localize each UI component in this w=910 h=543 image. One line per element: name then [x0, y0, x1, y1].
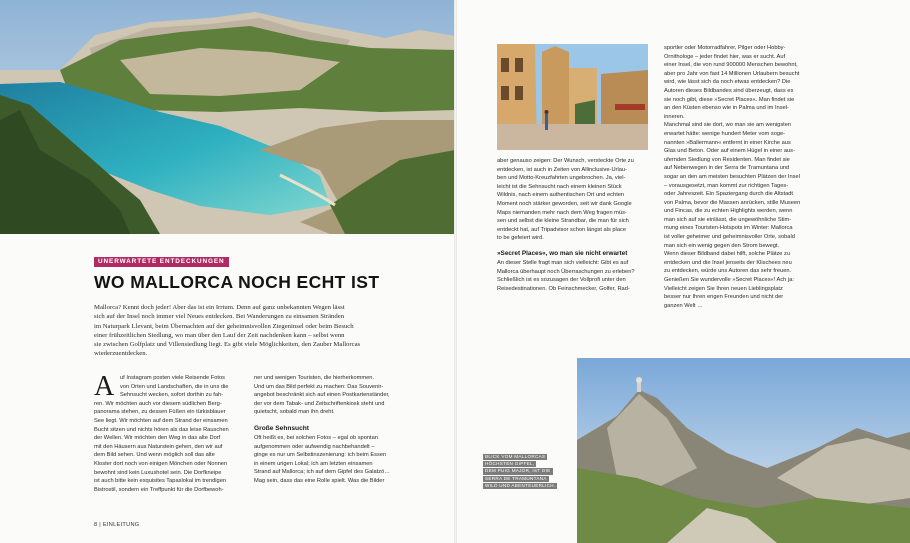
body-line: Schließlich ist es sozusagen der Vollprofi unter den [497, 277, 626, 284]
body-line: An dieser Stelle fragt man sich vielleicht: Gibt es auf [497, 259, 629, 266]
body-line: Oft heißt es, bei solchen Fotos – egal ob spontan [254, 434, 378, 441]
body-line: to be gefeiert wird. [497, 235, 544, 242]
body-line: ren. Wir möchten auch vor diesem südlichen Berg- [94, 400, 222, 407]
body-line: erwartet hätte: wenige hundert Meter vom soge- [664, 130, 786, 137]
body-line: Maps niemanden mehr nach dem Weg fragen müs- [497, 209, 627, 216]
page-title: WO MALLORCA NOCH ECHT IST [94, 272, 380, 292]
body-line: der Wellen. Wir möchten den Weg in das alte Dorf [94, 435, 221, 442]
body-line: – vorausgesetzt, man kommt zur richtigen Tages- [664, 182, 789, 189]
body-line: panorama stehen, zu dessen Füßen ein türkisblauer [94, 409, 226, 416]
caption-line: WILD UND ABENTEUERLICH. [485, 482, 556, 488]
caption-line: BLICK VOM MALLORCAS [485, 454, 546, 459]
caption-line: HÖCHSTEN GIPFEL, [485, 461, 535, 467]
body-line: ist auch bitte kein exquisites Tapaslokal im trendigen [94, 478, 227, 485]
body-line: aber pro Jahr von fast 14 Millionen Urlaubern besucht [664, 70, 800, 77]
village-photo [497, 44, 648, 150]
body-line: Kloster dort noch von einigen Mönchen oder Nonnen [94, 460, 228, 467]
text-column-2 [254, 374, 404, 486]
body-line: ist voller geheimer und geheimnisvoller Orte, sobald [664, 234, 795, 241]
intro-line: sich auf der Insel noch immer viel Neues entdecken. Bei Wanderungen zu einsamen Stränden [94, 313, 345, 321]
body-line: Reisedestinationen. Ob Feinschmecker, Golfer, Rad- [497, 285, 630, 292]
body-line: Sehnsucht wecken, sofort dorthin zu fah- [120, 392, 224, 399]
body-line: wird, wie lässt sich da noch etwas entdecken? Die [664, 79, 791, 86]
body-line: bewohnt sind kein Luxushotel sein. Die Dorfkneipe [94, 469, 222, 476]
body-line: Vielleicht zeigen Sie Ihren neuen Lieblingsplatz [664, 285, 783, 292]
body-line: in einem urigen Lokal; ich am letzten einsamen [254, 460, 373, 467]
text-column-4 [664, 44, 814, 310]
mountain-photo [577, 358, 910, 543]
body-line: dem Bild sehen. Und wenn möglich soll das alte [94, 452, 215, 459]
body-line: quietscht, sobald man ihn dreht. [254, 409, 335, 416]
body-line: See liegt. Wir möchten auf dem Strand der einsamen [94, 417, 228, 424]
spread-gutter [454, 0, 457, 543]
body-line: der vor dem Tabak- und Zeitschriftenkiosk steht und [254, 400, 385, 407]
body-line: oder Jahreszeit. Ein Spaziergang durch die Altstadt [664, 191, 793, 198]
body-line: Glas und Beton. Oder auf einem Hügel in einer aus- [664, 148, 795, 155]
body-line: ner und wenigen Touristen, die hierherkommen. [254, 375, 375, 381]
text-column-1 [94, 371, 244, 494]
body-line: Ornithologe – jeder findet hier, was er sucht. Auf [664, 53, 786, 60]
body-line: mung eines Touristen-Hotspots im Winter: Mallorca [664, 225, 793, 232]
body-line: auf Nebenwegen in der Serra de Tramuntana und [664, 165, 790, 172]
intro-paragraph [94, 303, 440, 359]
body-line: Mallorca überhaupt noch Überraschungen zu erleben? [497, 268, 635, 275]
body-line: an den Küsten ebenso wie in Palma und im Insel- [664, 105, 789, 112]
body-line: ginge es nur um Selbstinszenierung: ich beim Essen [254, 452, 387, 459]
body-line: sogar an den am meisten besuchten Plätzen der Insel [664, 173, 800, 180]
body-line: ufernden Siedlung von Residenten. Man findet sie [664, 156, 790, 163]
subheading-secret-places: »Secret Places«, wo man sie nicht erwartet [497, 249, 628, 257]
body-line: man sich ein wenig gegen den Strom bewegt. [664, 242, 780, 249]
body-line: besser nur Ihren engen Freunden und nicht der [664, 294, 784, 301]
caption-line: DEM PUIG MAJOR, IST DIE [485, 468, 551, 474]
body-line: man sich auf sie einlässt, die ungewöhnliche Stim- [664, 216, 792, 223]
body-line: Moment noch stärker geworden, seit wir dank Google [497, 200, 632, 207]
intro-line: im Naturpark Llevant, beim Übernachten auf der geheimnisvollen Ziegeninsel oder beim Besuch [94, 322, 354, 330]
body-line: ben und Motto-Kreuzfahrten ungebrochen. Ja, viel- [497, 175, 626, 182]
body-line: Autoren dieses Bildbandes sind überzeugt, dass es [664, 87, 794, 94]
intro-line: einer frühzeitlichen Siedlung, wo man über den Lauf der Zeit nachdenken kann – selbst wenn [94, 331, 345, 339]
body-line: Wildnis, nach einem authentischen Ort und echten [497, 192, 625, 199]
subheading-grosse-sehnsucht: Große Sehnsucht [254, 424, 309, 432]
body-line: sportler oder Motorradfahrer, Pilger oder Hobby- [664, 45, 786, 51]
body-line: von Palma, bevor die Massen anrücken, stille Museen [664, 199, 801, 206]
body-line: Mag sein, dass das eine Rolle spielt. Was die Bilder [254, 477, 385, 484]
body-line: Bistrostil, sondern ein Treffpunkt für die Dorfbewoh- [94, 486, 224, 493]
body-line: sie noch gibt, diese »Secret Places«. Man findet sie [664, 96, 795, 103]
body-line: uf Instagram posten viele Reisende Fotos [120, 375, 225, 381]
body-line: einer Insel, die von rund 900000 Menschen bewohnt, [664, 62, 798, 69]
body-line: sen und selbst die kleine Strandbar, die man für sich [497, 218, 629, 225]
body-line: Manchmal sind sie dort, wo man sie am wenigsten [664, 122, 792, 129]
body-line: mit den Häusern aus Naturstein gehen, den wir auf [94, 443, 223, 450]
body-line: entdecken und die Insel jenseits der Klischees neu [664, 259, 792, 266]
text-column-3 [497, 157, 647, 293]
body-line: aber genauso zeigen: Der Wunsch, versteckte Orte zu [497, 158, 634, 164]
body-line: Wenn dieser Bildband dabei hilft, solche Plätze zu [664, 251, 791, 258]
kicker-label: UNERWARTETE ENTDECKUNGEN [94, 257, 229, 267]
body-line: und Fincas, die zu echten Highlights werden, wenn [664, 208, 793, 215]
body-line: entdecken, ist auch in Zeiten von Allinclusive-Urlau- [497, 166, 627, 173]
drop-cap: A [94, 371, 115, 402]
body-line: zu entdecken, würde uns Autoren das sehr freuen. [664, 268, 792, 275]
body-line: Strand auf Mallorca; ich auf dem Gipfel des Galatzó… [254, 469, 390, 476]
body-line: von Orten und Landschaften, die in uns die [120, 383, 229, 390]
intro-line: sie zwischen Golfplatz und Villensiedlung liegt. Es gibt viele Möglichkeiten, den Zauber Mallorcas [94, 341, 361, 349]
caption-line: SERRA DE TRAMUNTANA [485, 475, 547, 481]
body-line: ganzen Welt … [664, 302, 703, 309]
body-line: leicht ist die Sehnsucht nach einem kleinen Stück [497, 183, 622, 190]
body-line: aufgenommen oder aufwendig nachbehandelt – [254, 443, 375, 450]
body-line: Bucht sitzen und nichts hören als das leise Rauschen [94, 426, 229, 433]
body-line: Genießen Sie wundervolle »Secret Places«! Ach ja: [664, 277, 794, 284]
body-line: angebot beschränkt sich auf einen Postkartenständer, [254, 392, 390, 399]
body-line: nannten »Ballermann« entfernt in einer Kirche aus [664, 139, 791, 146]
photo-caption [483, 454, 557, 490]
body-line: Und um das Bild perfekt zu machen: Das Souvenir- [254, 383, 384, 390]
body-line: entdeckt hat, auf Tripadvisor schon längst als place [497, 226, 626, 233]
body-line: inneren. [664, 113, 685, 120]
page-number: 8 | EINLEITUNG [94, 522, 140, 528]
cove-photo [0, 0, 455, 234]
intro-line: Mallorca? Kennt doch jeder! Aber das ist ein Irrtum. Denn auf ganz unbekannten Wegen lässt [94, 304, 345, 311]
intro-line: wiederzuentdecken. [94, 350, 148, 358]
